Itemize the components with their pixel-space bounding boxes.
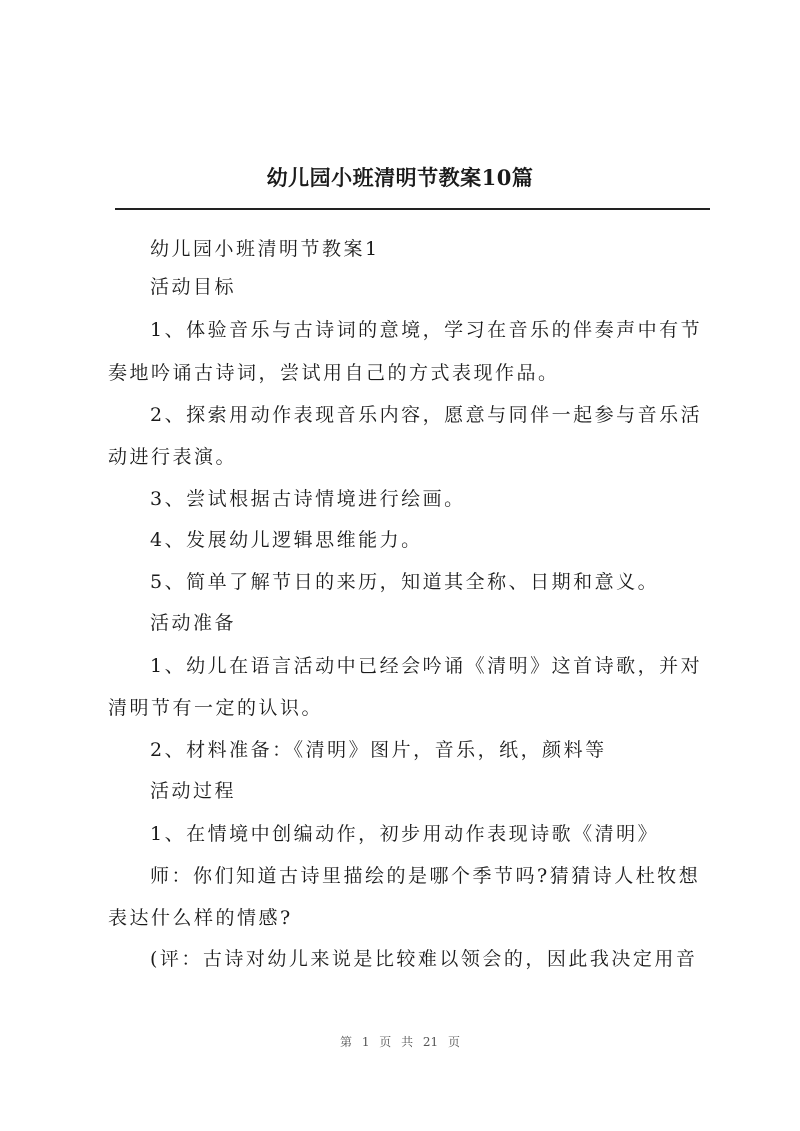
subheading-process: 活动过程 — [150, 780, 237, 802]
section-heading: 幼儿园小班清明节教案1 — [150, 238, 380, 260]
paragraph-line: 动进行表演。 — [108, 446, 238, 468]
paragraph-line: 表达什么样的情感? — [108, 907, 293, 929]
page-number-footer: 第 1 页 共 21 页 — [340, 1035, 460, 1049]
document-title: 幼儿园小班清明节教案10篇 — [266, 165, 534, 190]
subheading-preparation: 活动准备 — [150, 612, 237, 634]
paragraph-line: (评：古诗对幼儿来说是比较难以领会的，因此我决定用音 — [150, 948, 698, 970]
paragraph-line: 奏地吟诵古诗词，尝试用自己的方式表现作品。 — [108, 362, 560, 384]
paragraph-line: 2、探索用动作表现音乐内容，愿意与同伴一起参与音乐活 — [150, 404, 703, 426]
paragraph-line: 3、尝试根据古诗情境进行绘画。 — [150, 488, 466, 510]
paragraph-line: 清明节有一定的认识。 — [108, 697, 324, 719]
subheading-goals: 活动目标 — [150, 276, 237, 298]
paragraph-line: 5、简单了解节日的来历，知道其全称、日期和意义。 — [150, 571, 660, 593]
paragraph-line: 1、体验音乐与古诗词的意境，学习在音乐的伴奏声中有节 — [150, 319, 703, 341]
title-divider — [115, 208, 710, 210]
paragraph-line: 2、材料准备：《清明》图片，音乐，纸，颜料等 — [150, 739, 607, 761]
paragraph-line: 4、发展幼儿逻辑思维能力。 — [150, 529, 423, 551]
paragraph-line: 1、在情境中创编动作，初步用动作表现诗歌《清明》 — [150, 823, 660, 845]
paragraph-line: 1、幼儿在语言活动中已经会吟诵《清明》这首诗歌，并对 — [150, 655, 703, 677]
paragraph-line: 师：你们知道古诗里描绘的是哪个季节吗?猜猜诗人杜牧想 — [150, 865, 701, 887]
